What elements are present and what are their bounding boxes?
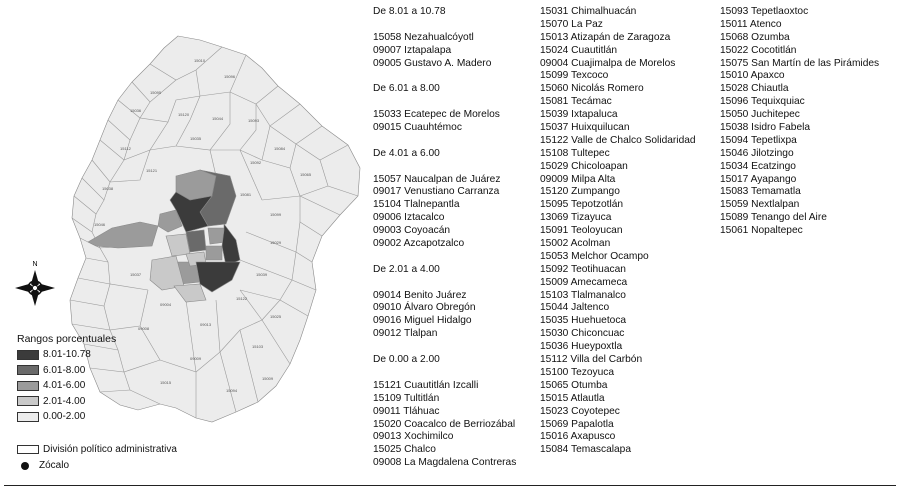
municipality-item: 15083 Temamatla — [720, 186, 801, 198]
legend-label: 8.01-10.78 — [43, 349, 91, 361]
spacer — [373, 96, 516, 109]
zocalo-label: Zócalo — [39, 460, 70, 471]
municipality-item: 15033 Ecatepec de Morelos — [373, 109, 500, 121]
svg-text:15096: 15096 — [224, 74, 236, 79]
spacer — [373, 277, 516, 290]
municipality-item: 15050 Juchitepec — [720, 109, 800, 121]
legend-item — [17, 394, 116, 410]
municipality-item: 15094 Tepetlixpa — [720, 134, 797, 146]
municipality-item: 09017 Venustiano Carranza — [373, 186, 500, 198]
legend-label: 0.00-2.00 — [43, 411, 86, 423]
municipality-item: 13069 Tizayuca — [540, 212, 612, 224]
municipality-item: 15061 Nopaltepec — [720, 225, 803, 237]
municipality-item: 15010 Apaxco — [720, 70, 785, 82]
municipality-item: 15093 Tepetlaoxtoc — [720, 6, 809, 17]
svg-text:15046: 15046 — [94, 222, 106, 227]
municipality-item: 15029 Chicoloapan — [540, 160, 628, 172]
legend-swatch — [17, 350, 39, 360]
svg-text:15093: 15093 — [248, 118, 260, 123]
legend-title: Rangos porcentuales — [17, 333, 117, 345]
municipality-item: 15034 Ecatzingo — [720, 160, 796, 172]
municipality-item: 15039 Ixtapaluca — [540, 109, 618, 121]
municipality-item: 15095 Tepotzotlán — [540, 199, 624, 211]
municipality-item: 15016 Axapusco — [540, 431, 616, 443]
municipality-item: 15120 Zumpango — [540, 186, 620, 198]
legend-swatch — [17, 365, 39, 375]
municipality-item: 09016 Miguel Hidalgo — [373, 315, 472, 327]
municipality-item: 15020 Coacalco de Berriozábal — [373, 418, 516, 430]
municipality-item: 15060 Nicolás Romero — [540, 83, 644, 95]
municipality-item: 15046 Jilotzingo — [720, 147, 794, 159]
legend-swatch — [17, 396, 39, 406]
spacer — [373, 70, 516, 83]
municipality-item: 15025 Chalco — [373, 444, 436, 456]
municipality-item: 15053 Melchor Ocampo — [540, 250, 649, 262]
svg-text:15095: 15095 — [150, 90, 162, 95]
municipality-item: 15035 Huehuetoca — [540, 315, 627, 327]
municipality-item: 15096 Tequixquiac — [720, 96, 805, 108]
municipality-item: 15103 Tlalmanalco — [540, 289, 626, 301]
municipality-item: 15009 Amecameca — [540, 276, 628, 288]
municipality-item: 09012 Tlalpan — [373, 328, 438, 340]
legend-swatch — [17, 381, 39, 391]
svg-text:15036: 15036 — [130, 108, 142, 113]
north-compass-icon — [10, 258, 60, 312]
svg-text:15015: 15015 — [160, 380, 172, 385]
municipality-item: 09008 La Magdalena Contreras — [373, 457, 517, 469]
municipality-item: 15100 Tezoyuca — [540, 366, 615, 378]
municipality-item: 15036 Hueypoxtla — [540, 341, 623, 353]
svg-text:15044: 15044 — [212, 116, 224, 121]
svg-text:15112: 15112 — [120, 146, 131, 151]
svg-text:15094: 15094 — [226, 388, 238, 393]
legend-division — [17, 444, 177, 455]
municipality-item: 15069 Papalotla — [540, 418, 614, 430]
municipality-item: 15084 Temascalapa — [540, 444, 631, 456]
municipality-item: 09006 Iztacalco — [373, 212, 445, 224]
region-iztacalco — [206, 246, 222, 260]
svg-text:15099: 15099 — [270, 212, 282, 217]
division-label: División político administrativa — [43, 444, 177, 455]
svg-text:15037: 15037 — [130, 272, 142, 277]
svg-text:15103: 15103 — [252, 344, 264, 349]
zocalo-dot-icon — [21, 462, 29, 470]
municipality-item: 15099 Texcoco — [540, 70, 609, 82]
list-column-3 — [720, 6, 879, 238]
svg-text:15035: 15035 — [190, 136, 202, 141]
municipality-item: 15122 Valle de Chalco Solidaridad — [540, 134, 696, 146]
municipality-item: 15031 Chimalhuacán — [540, 6, 637, 17]
municipality-item: 15057 Naucalpan de Juárez — [373, 173, 501, 185]
municipality-item: 15023 Coyotepec — [540, 405, 620, 417]
svg-text:15009: 15009 — [262, 376, 274, 381]
municipality-item: 15070 La Paz — [540, 18, 603, 30]
legend — [17, 333, 116, 425]
municipality-item: 09004 Cuajimalpa de Morelos — [540, 57, 676, 69]
svg-text:15039: 15039 — [256, 272, 268, 277]
municipality-item: 15058 Nezahualcóyotl — [373, 31, 474, 43]
municipality-item: 15091 Teoloyucan — [540, 225, 623, 237]
municipality-item: 15044 Jaltenco — [540, 302, 610, 314]
legend-item — [17, 378, 116, 394]
spacer — [373, 367, 516, 380]
legend-label: 6.01-8.00 — [43, 364, 86, 376]
municipality-item: 15022 Cocotitlán — [720, 44, 797, 56]
svg-text:09004: 09004 — [160, 302, 172, 307]
municipality-item: 15108 Tultepec — [540, 147, 610, 159]
group-heading: De 2.01 a 4.00 — [373, 263, 440, 275]
municipality-item: 15109 Tultitlán — [373, 392, 440, 404]
municipality-item: 09002 Azcapotzalco — [373, 238, 465, 250]
municipality-item: 09009 Milpa Alta — [540, 173, 616, 185]
north-label: N — [32, 261, 38, 268]
svg-text:09013: 09013 — [200, 322, 212, 327]
municipality-item: 09007 Iztapalapa — [373, 44, 452, 56]
municipality-item: 15121 Cuautitlán Izcalli — [373, 379, 479, 391]
municipality-item: 15112 Villa del Carbón — [540, 354, 643, 366]
municipality-item: 09011 Tláhuac — [373, 405, 440, 417]
municipality-item: 15030 Chiconcuac — [540, 328, 625, 340]
svg-text:15029: 15029 — [270, 240, 282, 245]
svg-text:15010: 15010 — [194, 58, 206, 63]
municipality-item: 15104 Tlalnepantla — [373, 199, 460, 211]
legend-item — [17, 347, 116, 363]
municipality-item: 09014 Benito Juárez — [373, 289, 467, 301]
municipality-item: 15075 San Martín de las Pirámides — [720, 57, 880, 69]
municipality-item: 15081 Tecámac — [540, 96, 612, 108]
svg-text:15092: 15092 — [250, 160, 262, 165]
svg-text:15120: 15120 — [178, 112, 190, 117]
svg-text:15065: 15065 — [300, 172, 312, 177]
svg-text:15038: 15038 — [102, 186, 114, 191]
list-column-1 — [373, 6, 516, 470]
spacer — [373, 161, 516, 174]
legend-swatch — [17, 412, 39, 422]
svg-text:15084: 15084 — [274, 146, 286, 151]
group-heading: De 6.01 a 8.00 — [373, 83, 440, 95]
svg-text:15025: 15025 — [270, 314, 282, 319]
municipality-item: 15059 Nextlalpan — [720, 199, 800, 211]
svg-text:15122: 15122 — [236, 296, 248, 301]
svg-text:09009: 09009 — [190, 356, 202, 361]
municipality-item: 09015 Cuauhtémoc — [373, 122, 462, 134]
municipality-item: 15017 Ayapango — [720, 173, 797, 185]
municipality-item: 15013 Atizapán de Zaragoza — [540, 31, 671, 43]
municipality-item: 15011 Atenco — [720, 18, 782, 30]
municipality-item: 09010 Álvaro Obregón — [373, 302, 476, 314]
municipality-item: 15015 Atlautla — [540, 392, 605, 404]
spacer — [373, 135, 516, 148]
svg-text:15121: 15121 — [146, 168, 158, 173]
svg-text:09008: 09008 — [138, 326, 150, 331]
municipality-item: 15037 Huixquilucan — [540, 122, 630, 134]
legend-item — [17, 363, 116, 379]
municipality-item: 15024 Cuautitlán — [540, 44, 618, 56]
municipality-item: 09013 Xochimilco — [373, 431, 454, 443]
group-heading: De 0.00 a 2.00 — [373, 354, 440, 366]
municipality-item: 09005 Gustavo A. Madero — [373, 57, 492, 69]
bottom-rule — [4, 485, 896, 486]
municipality-item: 15089 Tenango del Aire — [720, 212, 827, 224]
legend-zocalo — [17, 460, 69, 471]
svg-text:15081: 15081 — [240, 192, 252, 197]
legend-item — [17, 409, 116, 425]
spacer — [373, 251, 516, 264]
legend-label: 2.01-4.00 — [43, 395, 86, 407]
municipality-item: 09003 Coyoacán — [373, 225, 451, 237]
spacer — [373, 341, 516, 354]
group-heading: De 4.01 a 6.00 — [373, 147, 440, 159]
list-column-2 — [540, 6, 696, 457]
spacer — [373, 19, 516, 32]
municipality-item: 15038 Isidro Fabela — [720, 122, 811, 134]
division-swatch — [17, 445, 39, 454]
municipality-item: 15092 Teotihuacan — [540, 263, 626, 275]
municipality-item: 15068 Ozumba — [720, 31, 790, 43]
municipality-item: 15028 Chiautla — [720, 83, 789, 95]
legend-label: 4.01-6.00 — [43, 380, 86, 392]
municipality-item: 15065 Otumba — [540, 379, 608, 391]
municipality-item: 15002 Acolman — [540, 238, 611, 250]
group-heading: De 8.01 a 10.78 — [373, 6, 446, 17]
